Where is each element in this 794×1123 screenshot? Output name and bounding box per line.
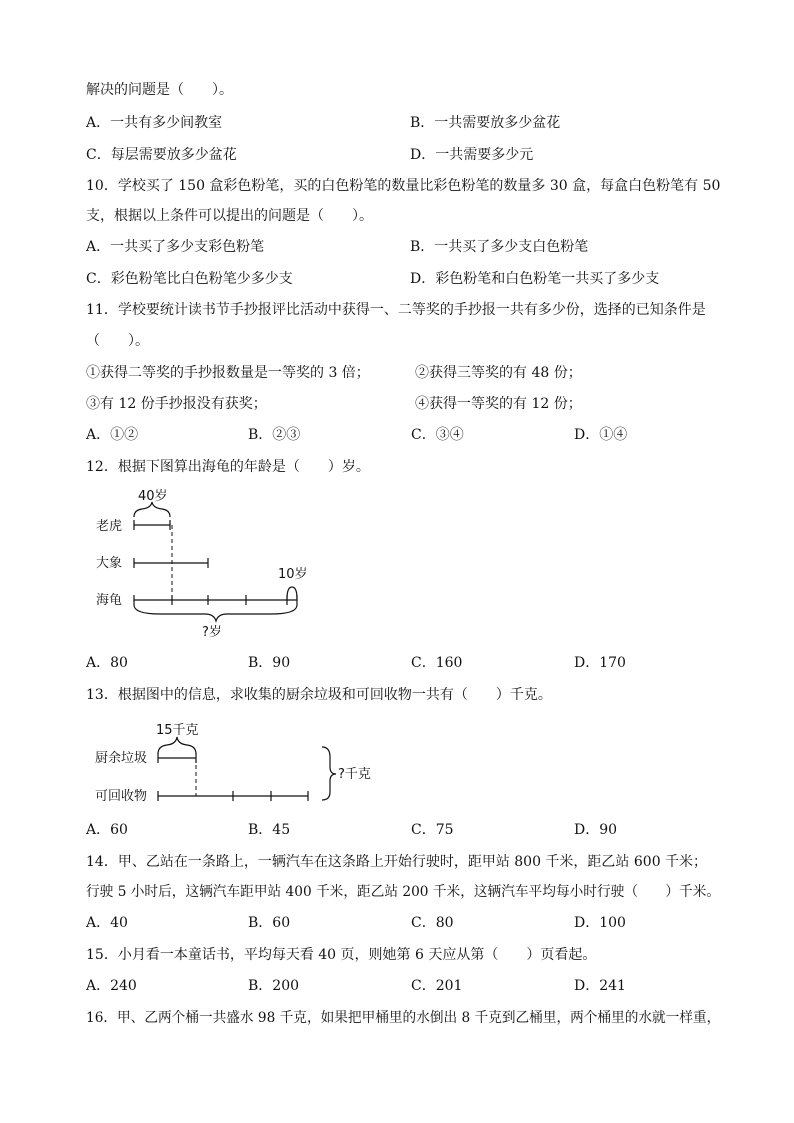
q11-condition-3: ③有 12 份手抄报没有获奖； (86, 396, 267, 412)
q10-stem-line1: 10．学校买了 150 盒彩色粉笔，买的白色粉笔的数量比彩色粉笔的数量多 30 盒，每盒白色粉笔有 50 (86, 178, 721, 194)
q9-option-a: A．一共有多少间教室 (86, 115, 223, 131)
q10-option-c: C．彩色粉笔比白色粉笔少多少支 (86, 271, 293, 287)
q13-top-brace (158, 737, 196, 754)
q15-option-d: D．241 (574, 978, 626, 994)
q12-total-brace (134, 605, 297, 621)
q11-option-c: C．③④ (411, 427, 464, 443)
q10-option-a: A．一共买了多少支彩色粉笔 (86, 239, 265, 255)
q13-label-15: 15千克 (156, 723, 199, 738)
q12-option-a: A．80 (86, 655, 128, 671)
q9-option-d: D．一共需要多少元 (410, 147, 534, 163)
q10-option-d: D．彩色粉笔和白色粉笔一共买了多少支 (410, 271, 660, 287)
q10-option-b: B．一共买了多少支白色粉笔 (410, 239, 589, 255)
q11-stem-line2: （ ）。 (86, 333, 149, 349)
q12-label-elephant: 大象 (96, 556, 123, 571)
q12-option-b: B．90 (248, 655, 291, 671)
q13-option-b: B．45 (248, 822, 291, 838)
q11-option-d: D．①④ (574, 427, 628, 443)
q13-option-c: C．75 (411, 822, 454, 838)
q10-stem-line2: 支，根据以上条件可以提出的问题是（ ）。 (86, 208, 373, 224)
q11-stem-line1: 11．学校要统计读书节手抄报评比活动中获得一、二等奖的手抄报一共有多少份，选择的已知条件是 (86, 302, 706, 318)
q11-option-b: B．②③ (248, 427, 301, 443)
q13-option-d: D．90 (574, 822, 618, 838)
q9-stem: 解决的问题是（ ）。 (86, 82, 233, 98)
q16-stem-line1: 16．甲、乙两个桶一共盛水 98 千克，如果把甲桶里的水倒出 8 千克到乙桶里，两个桶里的水就一样重， (86, 1010, 721, 1026)
q14-stem-line2: 行驶 5 小时后，这辆汽车距甲站 400 千米，距乙站 200 千米，这辆汽车平均每小时行驶（ ）千米。 (86, 884, 721, 900)
q12-stem: 12．根据下图算出海龟的年龄是（ ）岁。 (86, 459, 370, 475)
q12-option-c: C．160 (411, 655, 463, 671)
q12-label-total: ?岁 (202, 625, 222, 640)
q12-extra-brace (287, 587, 297, 599)
q12-segment-diagram (80, 484, 320, 644)
q9-option-b: B．一共需要放多少盆花 (410, 115, 561, 131)
q15-option-c: C．201 (411, 978, 463, 994)
q15-option-b: B．200 (248, 978, 300, 994)
q14-option-b: B．60 (248, 915, 291, 931)
q14-option-c: C．80 (411, 915, 454, 931)
q13-label-total: ?千克 (338, 767, 371, 782)
q14-option-d: D．100 (574, 915, 626, 931)
q15-stem: 15．小月看一本童话书，平均每天看 40 页，则她第 6 天应从第（ ）页看起。 (86, 947, 597, 963)
q13-segment-diagram (90, 712, 390, 807)
q13-label-kitchen: 厨余垃圾 (95, 751, 148, 766)
q13-label-recycle: 可回收物 (95, 789, 148, 804)
q12-label-turtle: 海龟 (96, 593, 123, 608)
q14-option-a: A．40 (86, 915, 128, 931)
q13-stem: 13．根据图中的信息，求收集的厨余垃圾和可回收物一共有（ ）千克。 (86, 687, 552, 703)
q15-option-a: A．240 (86, 978, 137, 994)
q11-option-a: A．①② (86, 427, 139, 443)
q14-stem-line1: 14．甲、乙站在一条路上，一辆汽车在这条路上开始行驶时，距甲站 800 千米，距乙站 600 千米； (86, 854, 708, 870)
q12-top-brace (134, 502, 170, 517)
q12-label-40: 40岁 (138, 489, 168, 504)
q11-condition-4: ④获得一等奖的有 12 份； (415, 396, 582, 412)
q13-side-brace (322, 747, 336, 800)
q13-option-a: A．60 (86, 822, 128, 838)
q11-condition-2: ②获得三等奖的有 48 份； (415, 365, 582, 381)
q12-option-d: D．170 (574, 655, 626, 671)
q12-label-10: 10岁 (278, 567, 308, 582)
q9-option-c: C．每层需要放多少盆花 (86, 147, 237, 163)
q12-label-tiger: 老虎 (96, 519, 123, 534)
q11-condition-1: ①获得二等奖的手抄报数量是一等奖的 3 倍； (86, 365, 370, 381)
